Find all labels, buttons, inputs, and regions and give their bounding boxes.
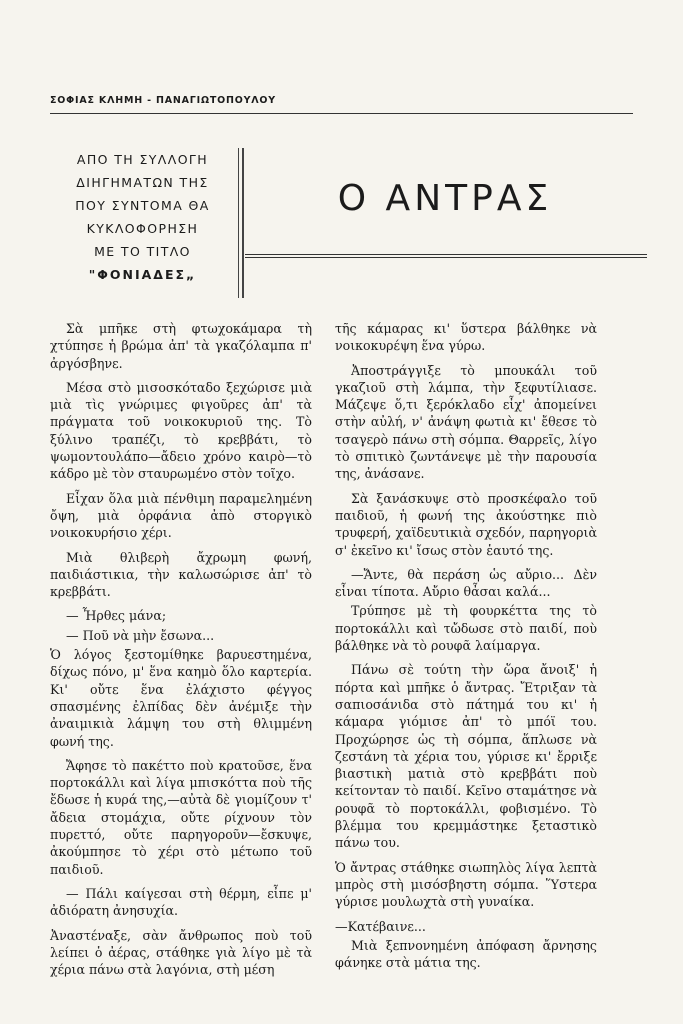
header-divider xyxy=(50,113,633,114)
author-name: ΣΟΦΙΑΣ ΚΛΗΜΗ - ΠΑΝΑΓΙΩΤΟΠΟΥΛΟΥ xyxy=(50,95,276,106)
paragraph: Ἀναστέναξε, σὰν ἄνθρωπος ποὺ τοῦ λείπει ὁ ἀέρας, στάθηκε γιὰ λίγο μὲ τὰ χέρια πάνω στὰ λαγόνια, στὴ μέση xyxy=(50,927,312,978)
intro-line: ΔΙΗΓΗΜΑΤΩΝ ΤΗΣ xyxy=(76,175,209,190)
dialogue-line: — Ἦρθες μάνα; xyxy=(66,608,167,624)
paragraph: Πάνω σὲ τούτη τὴν ὥρα ἄνοιξ' ἡ πόρτα καὶ μπῆκε ὁ ἄντρας. Ἔτριξαν τὰ σαπιοσάνιδα στὸ πάτημά του κι' ἡ κάμαρα γιόμισε ἀπ' τὸ μπόϊ του. Προχώρησε ὡς τὴ σόμπα, ἅπλωσε νὰ ζεστάνη τὰ χέρια του, γύρισε κι' ἔρριξε βιαστικὴ ματιὰ στὸ κρεββάτι ποὺ κείτονταν τὸ παιδί. Κεῖνο σταμάτησε νὰ ρουφᾶ τὸ πορτοκάλλι, φοβισμένο. Τὸ βλέμμα του κρεμμάστηκε ξεταστικὸ πάνω του. xyxy=(335,662,597,851)
dialogue-line: —Ἄντε, θὰ περάση ὡς αὔριο... Δὲν εἶναι τίποτα. Αὔριο θἆσαι καλά... xyxy=(335,566,597,600)
paragraph: Σὰ ξανάσκυψε στὸ προσκέφαλο τοῦ παιδιοῦ, ἡ φωνή της ἀκούστηκε πιὸ τρυφερή, χαϊδευτικιὰ σχεδόν, παρηγοριὰ σ' ἐκεῖνο κι' ἴσως στὸν ἑαυτό της. xyxy=(335,490,597,558)
paragraph: Μιὰ θλιβερὴ ἄχρωμη φωνή, παιδιάστικια, τὴν καλωσώρισε ἀπ' τὸ κρεββάτι. xyxy=(50,549,312,600)
paragraph: Μέσα στὸ μισοσκόταδο ξεχώρισε μιὰ μιὰ τὶς γνώριμες φιγοῦρες ἀπ' τὰ πράγματα τοῦ νοικοκυριοῦ της. Τὸ ξύλινο τραπέζι, τὸ κρεββάτι, τὸ ψωμοντουλάπο—ἄδειο χρόνο καιρὸ—τὸ κάδρο μὲ τὸν σταυρωμένο στὸν τοῖχο. xyxy=(50,379,312,482)
paragraph: Μιὰ ξεπνονημένη ἀπόφαση ἄρνησης φάνηκε στὰ μάτια της. xyxy=(335,937,597,971)
paragraph: Σὰ μπῆκε στὴ φτωχοκάμαρα τὴ χτύπησε ἡ βρώμα ἀπ' τὰ γκαζόλαμπα π' ἀργόσβηνε. xyxy=(50,321,312,371)
dialogue-line: — Πάλι καίγεσαι στὴ θέρμη, εἶπε μ' ἀδιόρατη ἀνησυχία. xyxy=(50,885,312,919)
intro-line: ΚΥΚΛΟΦΟΡΗΣΗ xyxy=(86,221,199,236)
text-column-left xyxy=(50,320,312,985)
dialogue-line: —Κατέβαινε... xyxy=(335,918,426,934)
paragraph: Ὁ ἄντρας στάθηκε σιωπηλὸς λίγα λεπτὰ μπρὸς στὴ μισόσβηστη σόμπα. Ὕστερα γύρισε μουλωχτὰ στὴ γυναίκα. xyxy=(335,859,597,910)
paragraph: Ὁ λόγος ξεστομίθηκε βαρυεστημένα, δίχως πόνο, μ' ἕνα καημὸ ὅλο καρτερία. Κι' οὔτε ἕνα ἐλάχιστο φέγγος σπασμένης ἐλπίδας δὲν ἀνέμιξε τὴν ἀναιμικιὰ λάμψη του στὴ θλιμμένη φωνή της. xyxy=(50,647,312,749)
intro-line: ΑΠΟ ΤΗ ΣΥΛΛΟΓΗ xyxy=(76,152,209,167)
vertical-divider xyxy=(243,148,244,298)
story-title: Ο ΑΝΤΡΑΣ xyxy=(337,178,553,219)
title-underline xyxy=(245,254,647,255)
intro-line: ΠΟΥ ΣΥΝΤΟΜΑ ΘΑ xyxy=(75,198,210,213)
paragraph: Τρύπησε μὲ τὴ φουρκέττα της τὸ πορτοκάλλι καὶ τὤδωσε στὸ παιδί, ποὺ βάλθηκε νὰ τὸ ρουφᾶ λαίμαργα. xyxy=(335,603,597,654)
paragraph: Ἀποστράγγιξε τὸ μπουκάλι τοῦ γκαζιοῦ στὴ λάμπα, τὴν ξεφυτίλιασε. Μάζεψε ὅ,τι ξερόκλαδο εἶχ' ἀπομείνει στὴν αὐλή, ν' ἀνάψη φωτιὰ κι' ἔθεσε τὸ τσαγερὸ πάνω στὴ σόμπα. Θαρρεῖς, λίγο τὸ σπιτικὸ ζωντάνεψε μὲ τὴν παρουσία της, ἀνάσανε. xyxy=(335,362,597,482)
text-column-right xyxy=(335,320,597,978)
intro-line: ΜΕ ΤΟ ΤΙΤΛΟ xyxy=(94,244,191,259)
paragraph: Ἄφησε τὸ πακέττο ποὺ κρατοῦσε, ἕνα πορτοκάλλι καὶ λίγα μπισκόττα ποὺ τῆς ἔδωσε ἡ κυρά της,—αὐτὰ δὲ γιομίζουν τ' ἄδεια στομάχια, οὔτε ρίχνουν τὸν πυρεττό, οὔτε παρηγοροῦν—ἔσκυψε, ἀκούμπησε τὸ χέρι στὸ μέτωπο τοῦ παιδιοῦ. xyxy=(50,757,312,877)
paragraph: τῆς κάμαρας κι' ὕστερα βάλθηκε νὰ νοικοκυρέψη ἕνα γύρω. xyxy=(335,321,597,354)
dialogue-line: — Ποῦ νὰ μὴν ἔσωνα... xyxy=(66,627,215,643)
collection-title: "ΦΟΝΙΑΔΕΣ„ xyxy=(88,267,197,282)
paragraph: Εἶχαν ὅλα μιὰ πένθιμη παραμελημένη ὄψη, μιὰ ὀρφάνια ἀπὸ στοργικὸ νοικοκυρήσιο χέρι. xyxy=(50,490,312,541)
title-underline xyxy=(245,257,647,258)
intro-note xyxy=(50,148,235,286)
